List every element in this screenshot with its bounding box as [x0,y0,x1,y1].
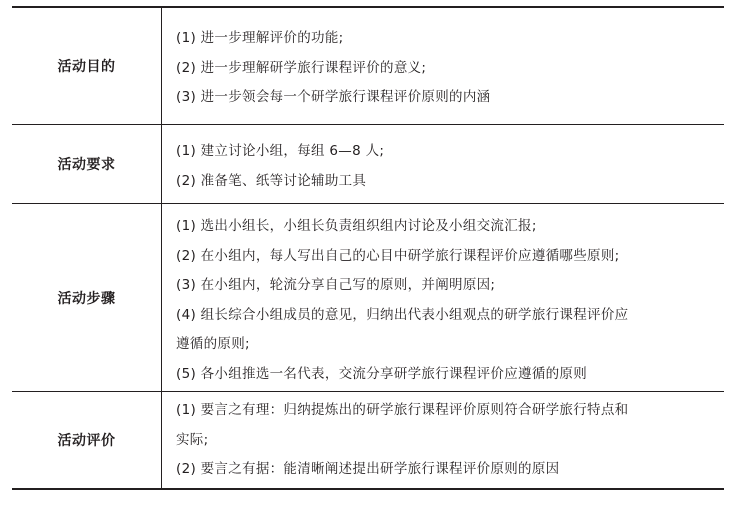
row-content-purpose [162,8,724,124]
table-row-requirements [12,125,724,204]
table-row-purpose [12,8,724,125]
content-line: (2) 准备笔、纸等讨论辅助工具 [176,172,367,189]
content-line: (1) 选出小组长，小组长负责组织组内讨论及小组交流汇报; [176,218,537,234]
content-line: (3) 在小组内，轮流分享自己写的原则，并阐明原因; [176,277,496,293]
content-line: (2) 在小组内，每人写出自己的心目中研学旅行课程评价应遵循哪些原则; [176,247,620,264]
content-line: 遵循的原则; [176,336,250,352]
content-line: (1) 建立讨论小组，每组 6—8 人; [176,143,385,159]
content-line: (2) 进一步理解研学旅行课程评价的意义; [176,59,427,76]
row-content-evaluation [162,392,724,488]
content-line: (1) 进一步理解评价的功能; [176,30,344,46]
content-line: 实际; [176,431,209,448]
table-row-steps [12,204,724,392]
content-line: (1) 要言之有理：归纳提炼出的研学旅行课程评价原则符合研学旅行特点和 [176,402,629,418]
row-header-steps: 活动步骤 [12,204,162,391]
content-line: (2) 要言之有据：能清晰阐述提出研学旅行课程评价原则的原因 [176,461,560,477]
content-line: (3) 进一步领会每一个研学旅行课程评价原则的内涵 [176,89,491,105]
table-row-evaluation [12,392,724,488]
content-line: (5) 各小组推选一名代表，交流分享研学旅行课程评价应遵循的原则 [176,365,588,382]
row-content-requirements [162,125,724,203]
row-header-evaluation: 活动评价 [12,392,162,488]
row-header-purpose: 活动目的 [12,8,162,124]
content-line: (4) 组长综合小组成员的意见，归纳出代表小组观点的研学旅行课程评价应 [176,306,629,323]
activity-table [12,6,724,490]
row-content-steps [162,204,724,391]
row-header-requirements: 活动要求 [12,125,162,203]
